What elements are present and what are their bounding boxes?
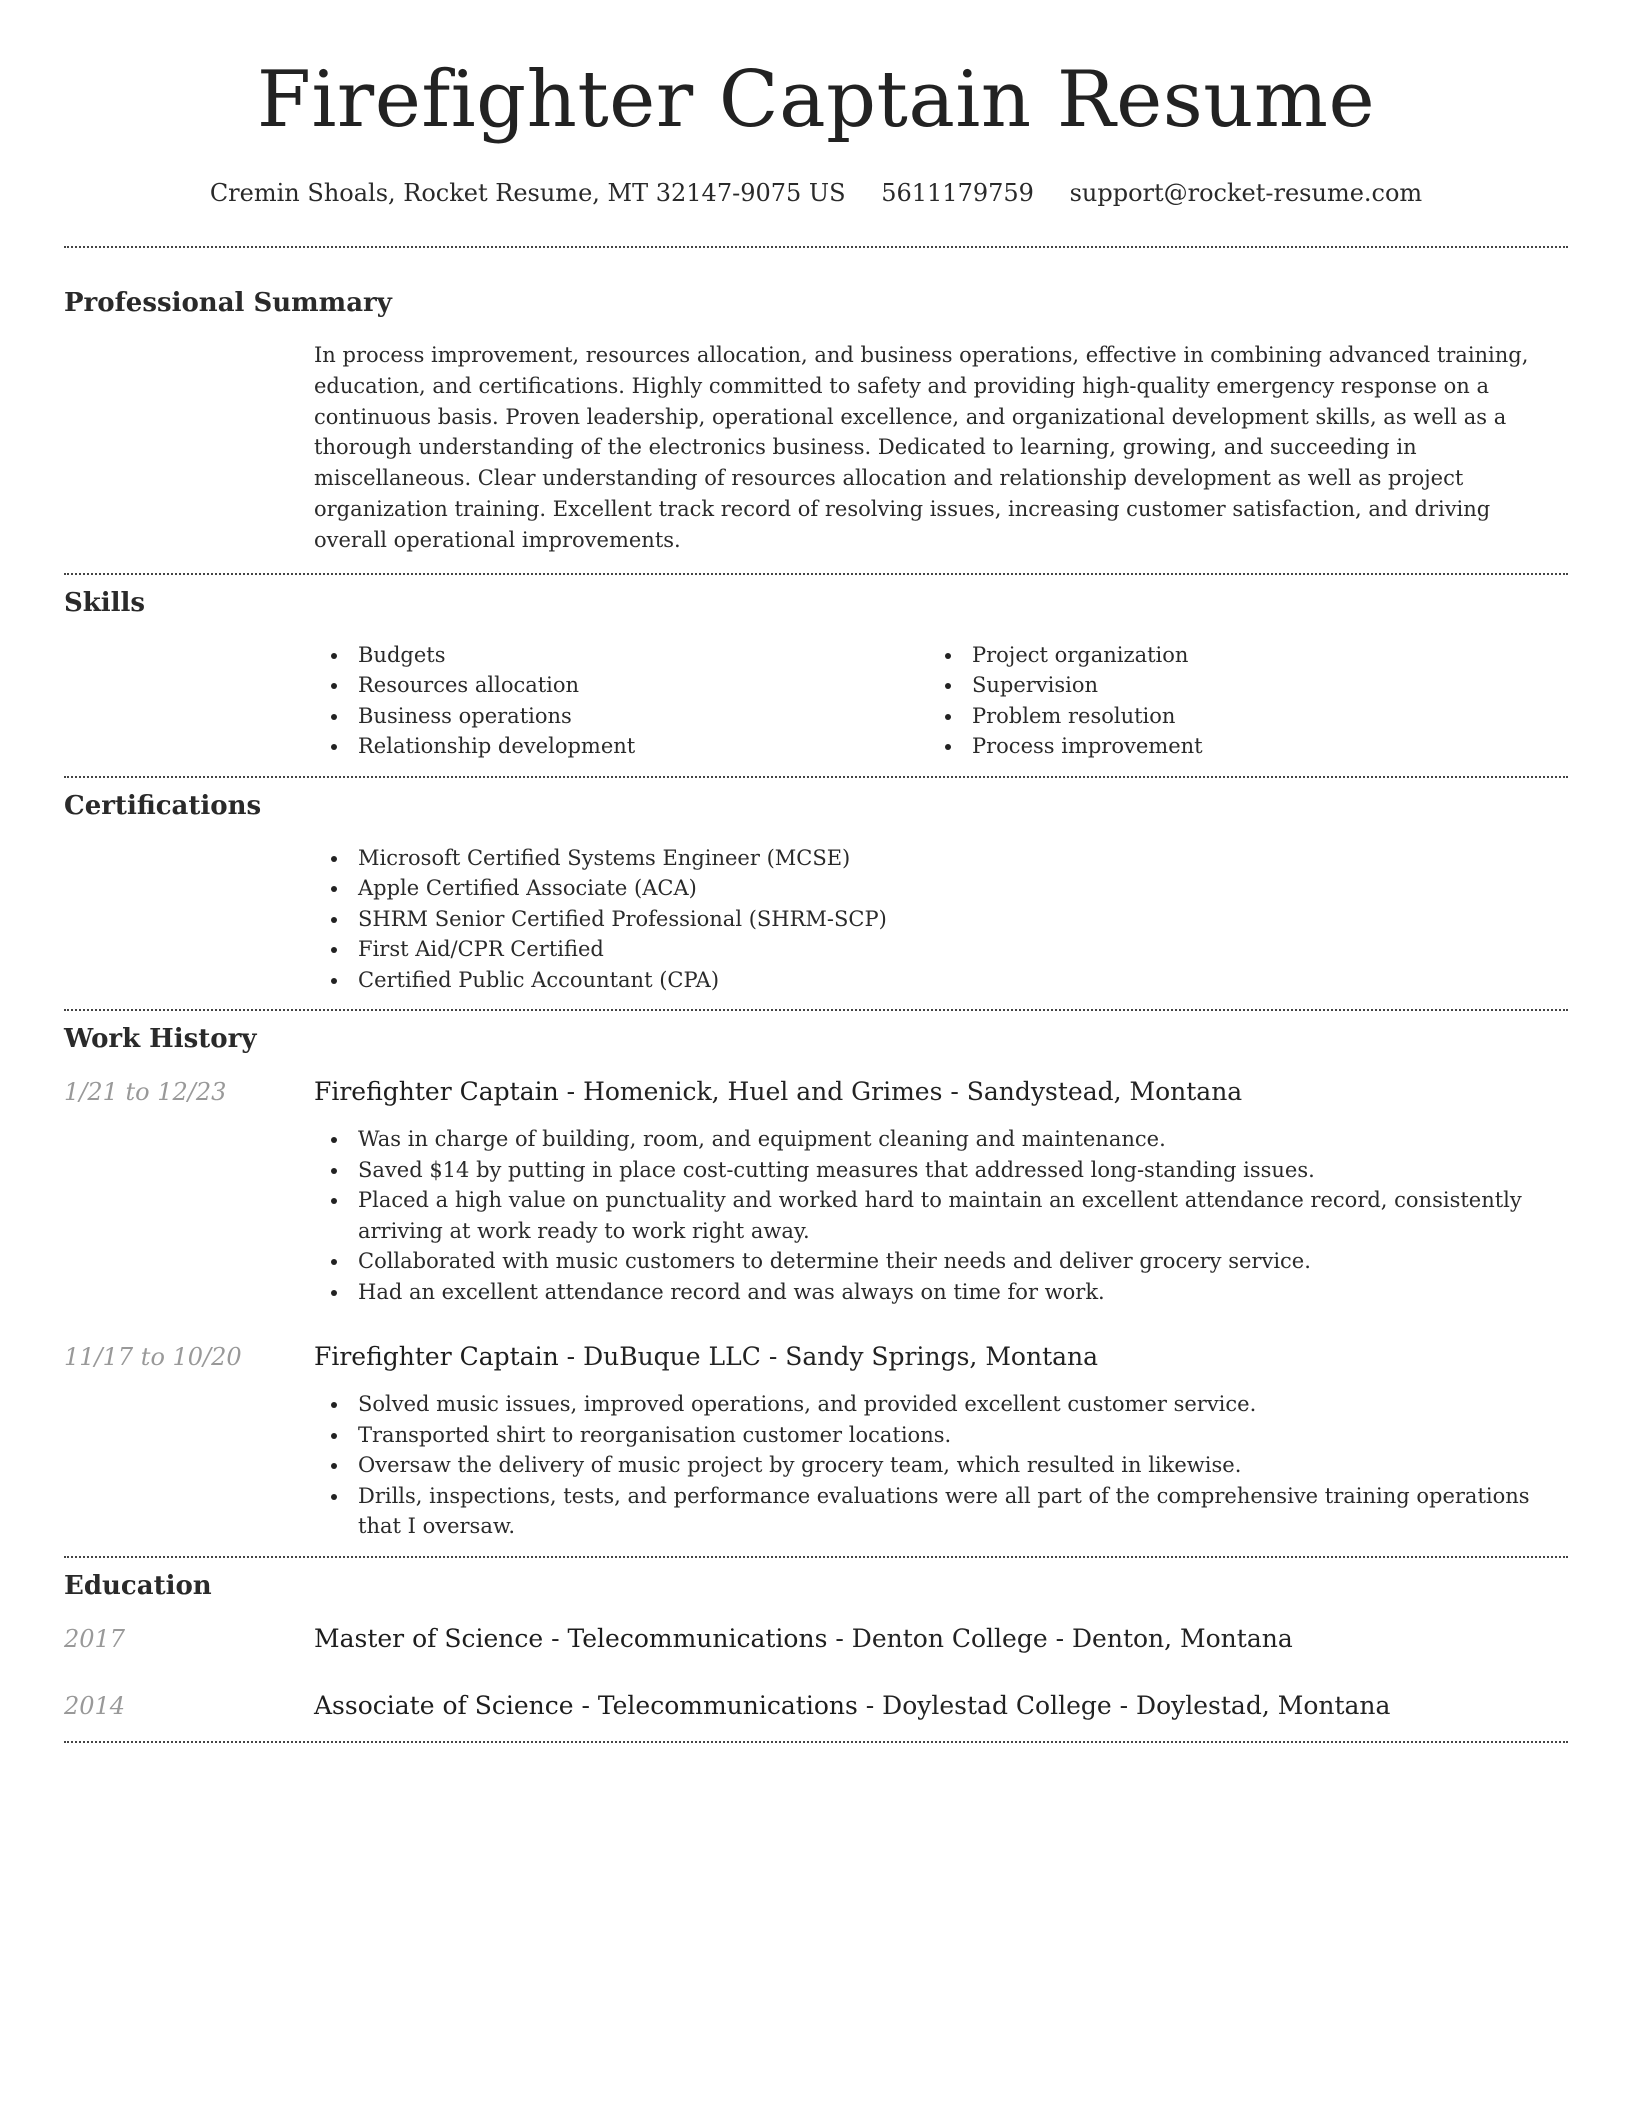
list-item: Certified Public Accountant (CPA) (314, 965, 1568, 996)
skills-column-right (928, 640, 1542, 762)
job-location: Sandy Springs, Montana (785, 1342, 1099, 1372)
list-item: Had an excellent attendance record and was always on time for work. (314, 1277, 1568, 1308)
job-entry (64, 1341, 1568, 1542)
list-item: Relationship development (314, 731, 928, 762)
list-item: Solved music issues, improved operations, and provided excellent customer service. (314, 1389, 1568, 1420)
education-entry (64, 1690, 1568, 1722)
certifications-list (314, 843, 1568, 996)
list-item: Oversaw the delivery of music project by grocery team, which resulted in likewise. (314, 1450, 1568, 1481)
resume-page (64, 0, 1568, 1743)
job-bullets (314, 1389, 1568, 1542)
list-item: First Aid/CPR Certified (314, 934, 1568, 965)
list-item: Collaborated with music customers to determine their needs and deliver grocery service. (314, 1246, 1568, 1277)
list-item: Saved $14 by putting in place cost-cutting measures that addressed long-standing issues. (314, 1155, 1568, 1186)
work-heading: Work History (64, 1024, 257, 1055)
education-entry (64, 1623, 1568, 1655)
contact-address: Cremin Shoals, Rocket Resume, MT 32147-9075 US (209, 179, 846, 207)
list-item: SHRM Senior Certified Professional (SHRM-SCP) (314, 904, 1568, 935)
list-item: Project organization (928, 640, 1542, 671)
contact-email: support@rocket-resume.com (1069, 179, 1423, 207)
list-item: Supervision (928, 670, 1542, 701)
summary-text: In process improvement, resources allocation, and business operations, effective in combining advanced training, education, and certifications. Highly committed to safety and providing high-quality emergency response on a continuous basis. Proven leadership, operational excellence, and organizational development skills, as well as a thorough understanding of the electronics business. Dedicated to learning, growing, and succeeding in miscellaneous. Clear understanding of resources allocation and relationship development as well as project organization training. Excellent track record of resolving issues, increasing customer satisfaction, and driving overall operational improvements. (314, 343, 1529, 552)
education-heading: Education (64, 1570, 212, 1601)
list-item: Apple Certified Associate (ACA) (314, 873, 1568, 904)
list-item: Transported shirt to reorganisation customer locations. (314, 1420, 1568, 1451)
job-entry (64, 1076, 1568, 1307)
job-heading: Firefighter Captain - Homenick, Huel and Grimes - Sandystead, Montana (314, 1077, 1243, 1107)
divider (64, 246, 1568, 248)
divider (64, 1556, 1568, 1558)
job-title: Firefighter Captain (314, 1077, 559, 1107)
summary-heading: Professional Summary (64, 288, 392, 318)
contact-line (64, 178, 1568, 208)
divider (64, 776, 1568, 778)
education-year: 2014 (64, 1691, 126, 1720)
skills-heading: Skills (64, 587, 146, 618)
list-item: Process improvement (928, 731, 1542, 762)
job-company: Homenick, Huel and Grimes (583, 1077, 943, 1107)
list-item: Placed a high value on punctuality and worked hard to maintain an excellent attendance record, consistently arriving at work ready to work right away. (314, 1185, 1568, 1246)
list-item: Budgets (314, 640, 928, 671)
list-item: Microsoft Certified Systems Engineer (MCSE) (314, 843, 1568, 874)
job-bullets (314, 1124, 1568, 1307)
education-school: Doylestad College (882, 1690, 1112, 1720)
education-heading-line: Master of Science - Telecommunications - Denton College - Denton, Montana (314, 1623, 1293, 1653)
job-heading: Firefighter Captain - DuBuque LLC - Sandy Springs, Montana (314, 1342, 1099, 1372)
education-field: Telecommunications (597, 1690, 858, 1720)
education-location: Denton, Montana (1072, 1623, 1293, 1653)
job-dates: 1/21 to 12/23 (64, 1078, 227, 1107)
list-item: Resources allocation (314, 670, 928, 701)
education-year: 2017 (64, 1624, 126, 1653)
education-degree: Associate of Science (314, 1690, 574, 1720)
certifications-heading: Certifications (64, 790, 262, 821)
list-item: Business operations (314, 701, 928, 732)
job-company: DuBuque LLC (583, 1342, 761, 1372)
skills-list (314, 640, 1568, 762)
skills-column-left (314, 640, 928, 762)
page-title: Firefighter Captain Resume (256, 55, 1376, 145)
divider (64, 573, 1568, 575)
list-item: Drills, inspections, tests, and performance evaluations were all part of the comprehensive training operations that I oversaw. (314, 1481, 1568, 1542)
job-title: Firefighter Captain (314, 1342, 559, 1372)
contact-phone: 5611179759 (881, 179, 1034, 207)
divider (64, 1741, 1568, 1743)
education-location: Doylestad, Montana (1136, 1690, 1391, 1720)
list-item: Was in charge of building, room, and equipment cleaning and maintenance. (314, 1124, 1568, 1155)
divider (64, 1009, 1568, 1011)
job-dates: 11/17 to 10/20 (64, 1343, 242, 1372)
education-degree: Master of Science (314, 1623, 544, 1653)
education-field: Telecommunications (567, 1623, 828, 1653)
education-school: Denton College (851, 1623, 1048, 1653)
job-location: Sandystead, Montana (966, 1077, 1243, 1107)
education-heading-line: Associate of Science - Telecommunications - Doylestad College - Doylestad, Montana (314, 1690, 1391, 1720)
list-item: Problem resolution (928, 701, 1542, 732)
